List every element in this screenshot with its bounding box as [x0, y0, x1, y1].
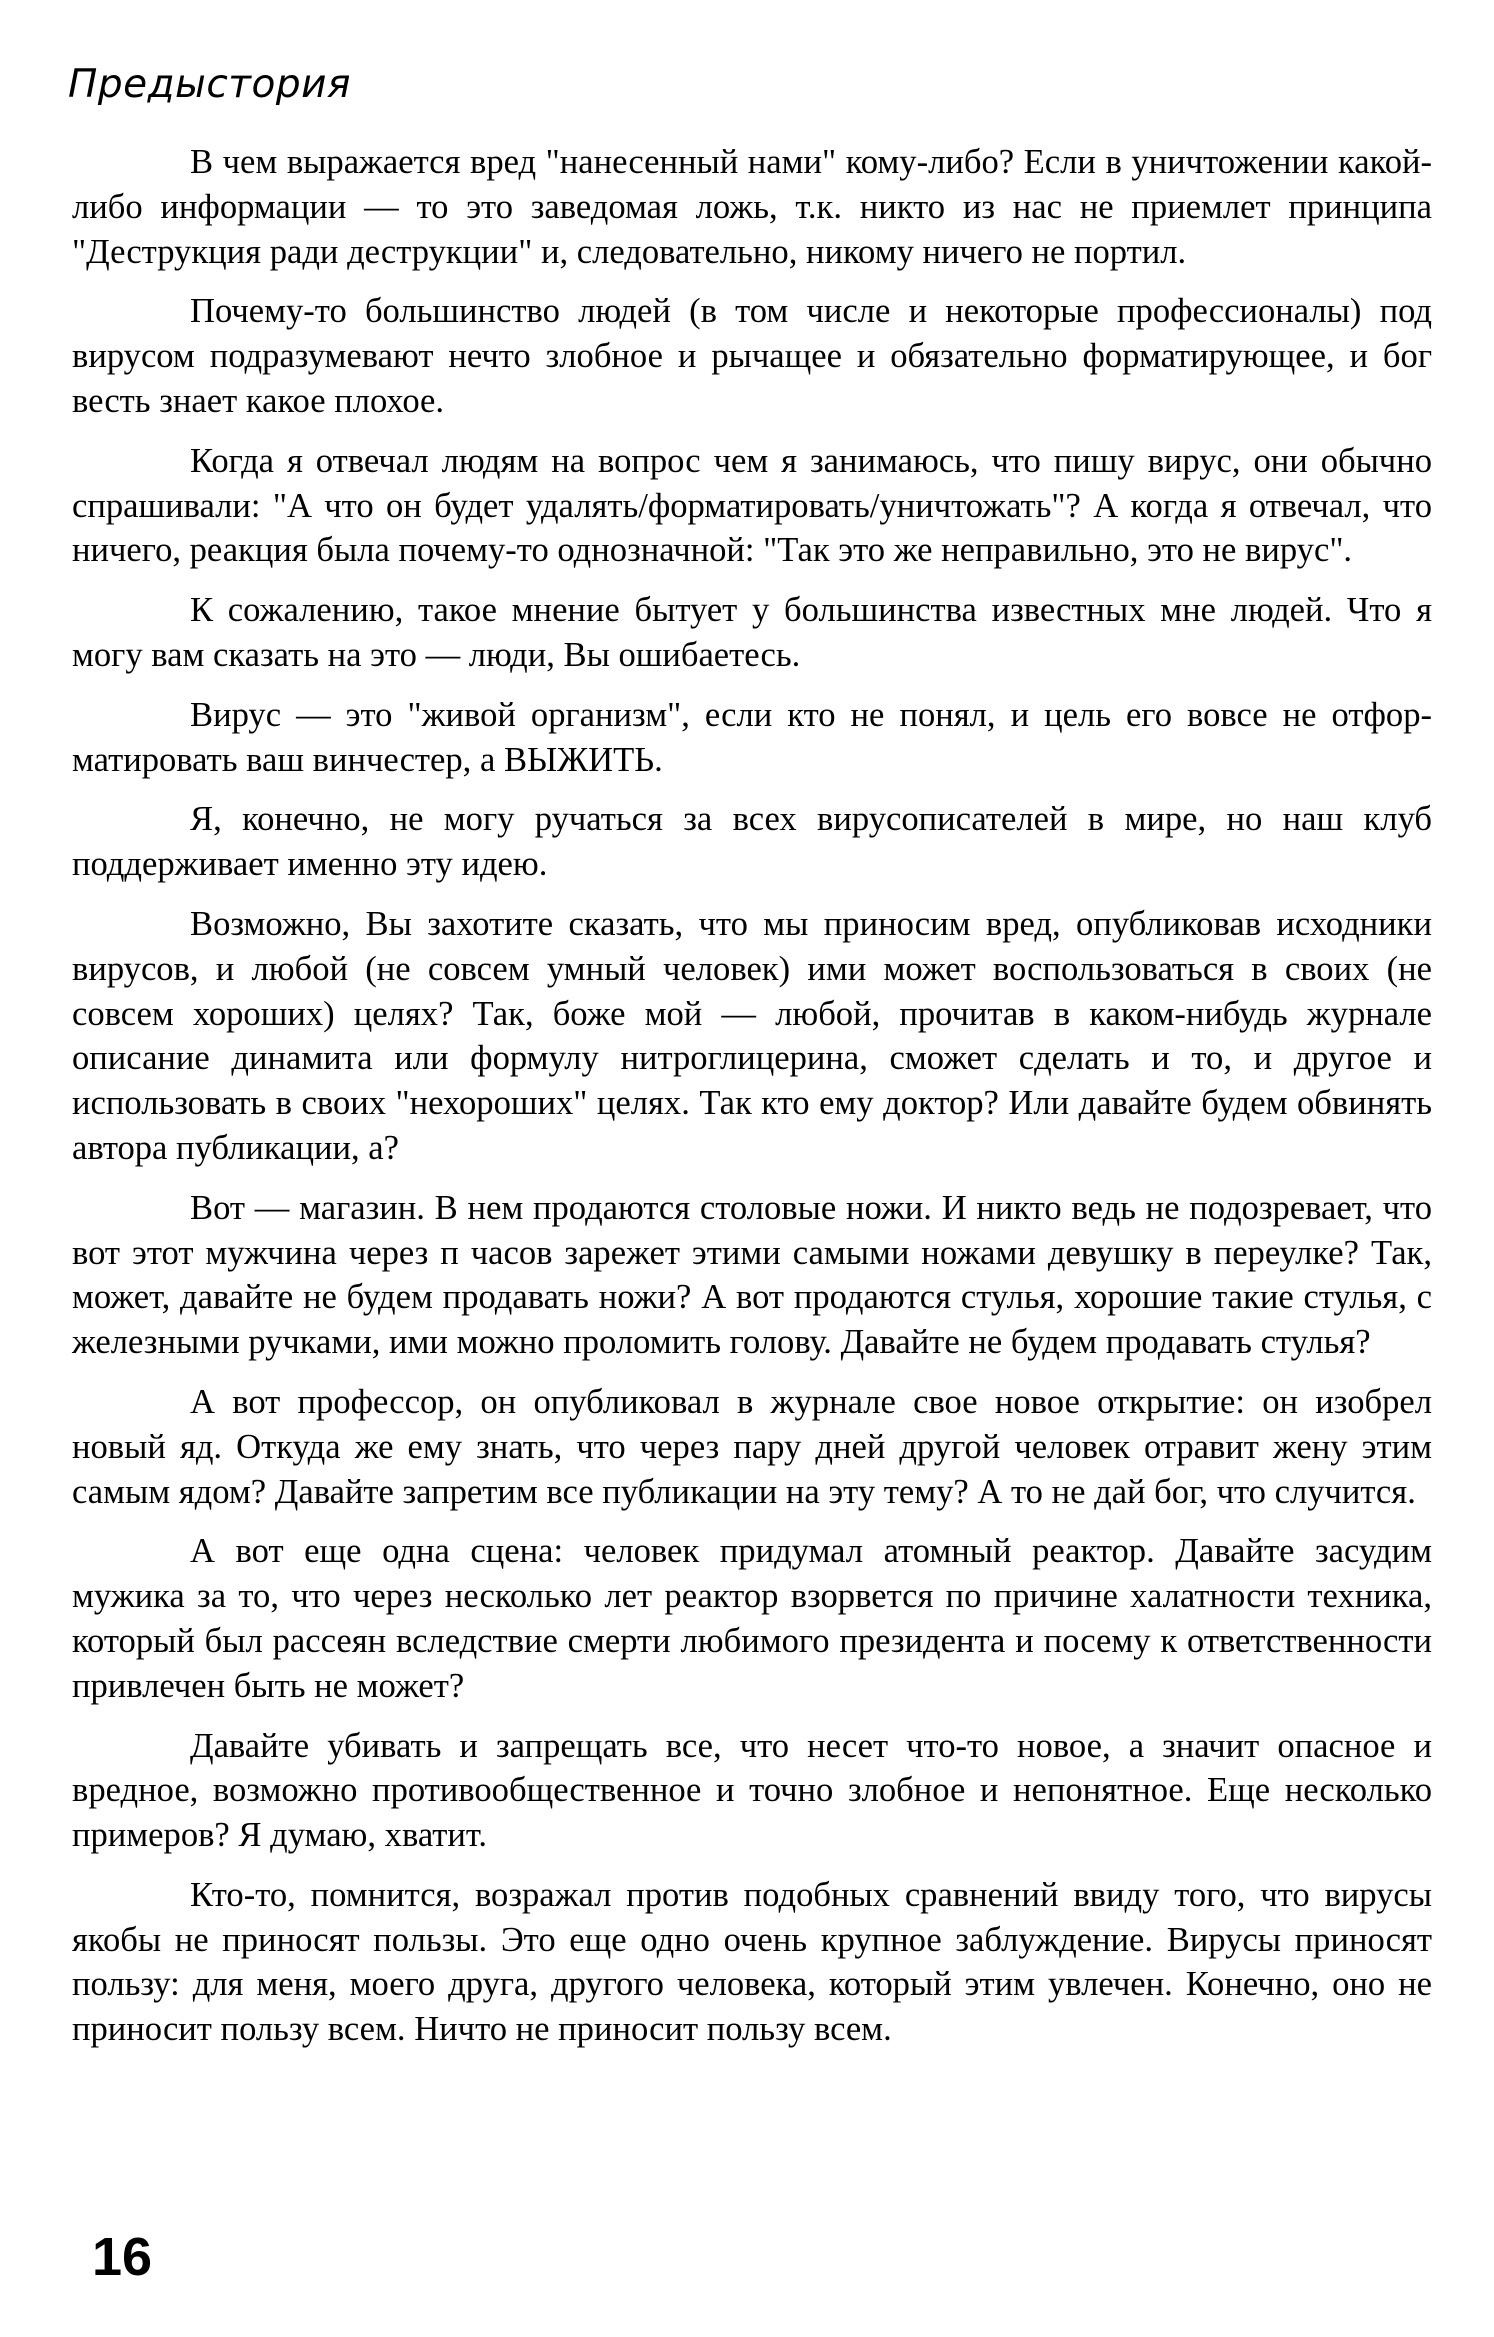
paragraph: Почему-то большинство людей (в том числе и некоторые профессионалы) под вирусом подразумевают нечто злобное и рычащее и обязательно форматирующее, и бог весть знает какое плохое.	[72, 292, 1432, 420]
paragraph: А вот еще одна сцена: человек придумал атомный реактор. Давайте засудим мужика за то, что через несколько лет реактор взорвется по причине халатности техника, который был рассеян вследствие смерти любимого президента и посему к ответственности привлечен быть не может?	[72, 1532, 1432, 1705]
paragraph: Кто-то, помнится, возражал против подобных сравнений ввиду того, что вирусы якобы не приносят пользы. Это еще одно очень крупное заблуждение. Вирусы приносят пользу: для меня, моего друга, другого человека, который этим увлечен. Конечно, оно не приносит пользу всем. Ничто не приносит пользу всем.	[72, 1875, 1432, 2049]
body-text	[72, 140, 1432, 2067]
paragraph: Вирус — это "живой организм", если кто не понял, и цель его вовсе не отформатировать ваш винчестер, а ВЫЖИТЬ.	[72, 695, 1432, 779]
running-header: Предыстория	[68, 62, 351, 107]
paragraph: А вот профессор, он опубликовал в журнале свое новое открытие: он изобрел новый яд. Откуда же ему знать, что через пару дней другой человек отравит жену этим самым ядом? Давайте запретим все публикации на эту тему? А то не дай бог, что случится.	[72, 1382, 1432, 1511]
paragraph: Возможно, Вы захотите сказать, что мы приносим вред, опубликовав исходники вирусов, и любой (не совсем умный человек) ими может воспользоваться в своих (не совсем хороших) целях? Так, боже мой — любой, прочитав в каком-нибудь журнале описание динамита или формулу нитроглицерина, сможет сделать и то, и другое и использовать в своих "нехороших" целях. Так кто ему доктор? Или давайте будем обвинять автора публикации, а?	[72, 904, 1432, 1167]
paragraph: Когда я отвечал людям на вопрос чем я занимаюсь, что пишу вирус, они обычно спрашивали: "А что он будет удалять/форматировать/уничтожать"? А когда я отвечал, что ничего, реакция была почему-то однозначной: "Так это же неправильно, это не вирус".	[72, 441, 1432, 570]
paragraph: Вот — магазин. В нем продаются столовые ножи. И никто ведь не подозревает, что вот этот мужчина через п часов зарежет этими самыми ножами девушку в переулке? Так, может, давайте не будем продавать ножи? А вот продаются стулья, хорошие такие стулья, с железными ручками, ими можно проломить голову. Давайте не будем продавать стулья?	[72, 1188, 1432, 1362]
paragraph: К сожалению, такое мнение бытует у большинства известных мне людей. Что я могу вам сказать на это — люди, Вы ошибаетесь.	[72, 591, 1432, 674]
paragraph: Давайте убивать и запрещать все, что несет что-то новое, а значит опасное и вредное, возможно противообщественное и точно злобное и непонятное. Еще несколько примеров? Я думаю, хватит.	[72, 1726, 1432, 1855]
page-number: 16	[92, 2227, 153, 2287]
paragraph: Я, конечно, не могу ручаться за всех вирусописателей в мире, но наш клуб поддерживает именно эту идею.	[72, 800, 1432, 884]
paragraph: В чем выражается вред "нанесенный нами" кому-либо? Если в уничтожении какой-либо информации — то это заведомая ложь, т.к. никто из нас не приемлет принципа "Деструкция ради деструкции" и, следовательно, никому ничего не портил.	[72, 143, 1432, 271]
